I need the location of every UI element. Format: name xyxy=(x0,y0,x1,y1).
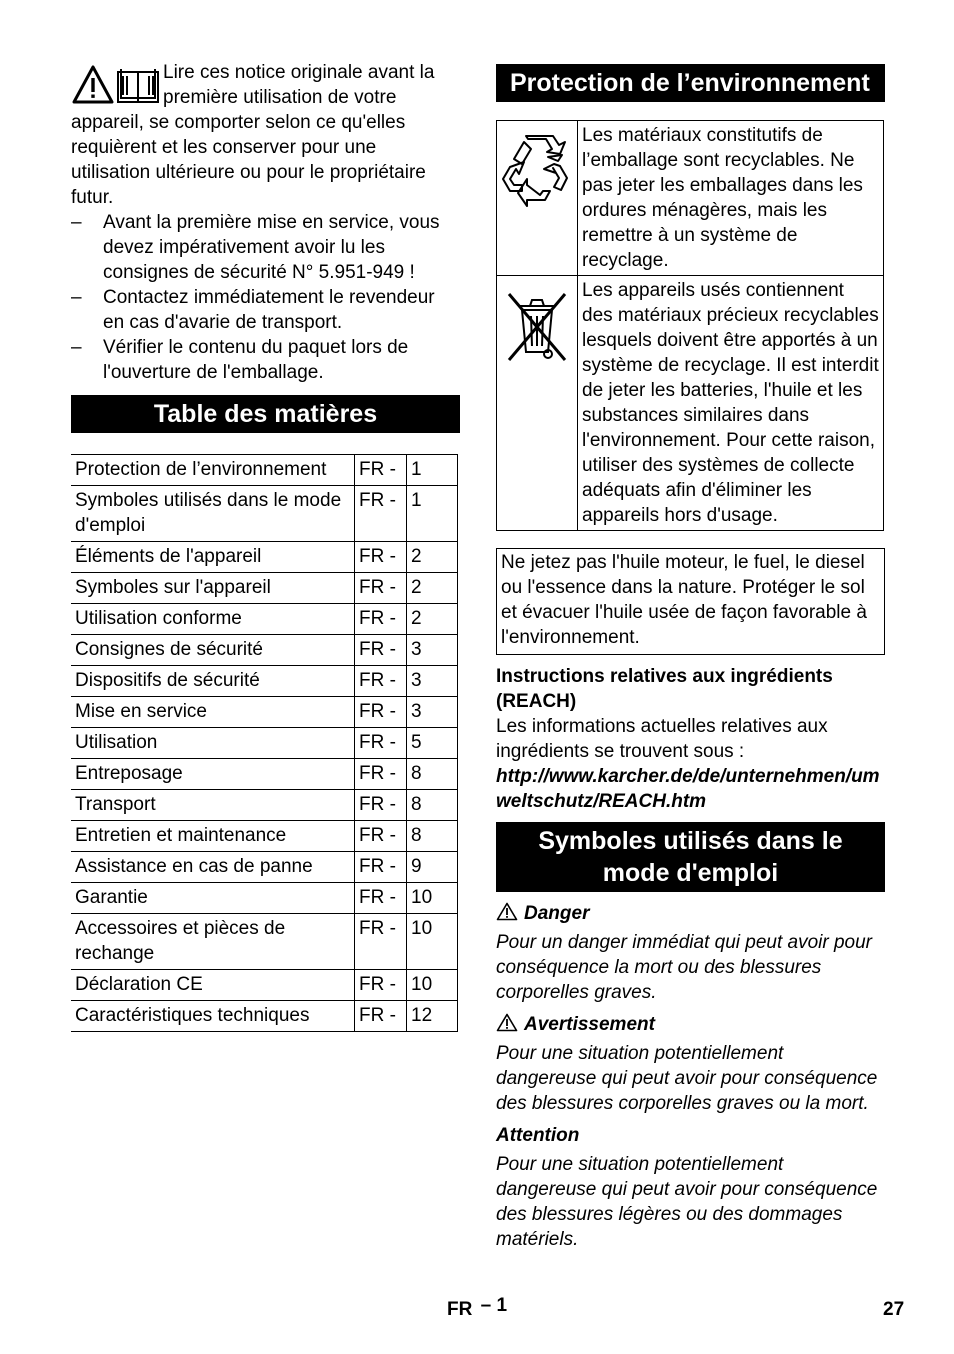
danger-text: Pour un danger immédiat qui peut avoir pour conséquence la mort ou des blessures corporelles graves. xyxy=(496,932,873,1003)
toc-entry-prefix: FR - xyxy=(355,790,407,821)
warning-text: Pour une situation potentiellement dangereuse qui peut avoir pour conséquence des blessures corporelles graves ou la mort. xyxy=(496,1043,878,1114)
table-row xyxy=(497,121,884,276)
attention-label: Attention xyxy=(496,1125,580,1146)
symbols-heading: Symboles utilisés dans le mode d'emploi xyxy=(496,822,885,892)
danger-label-row xyxy=(496,901,885,926)
toc-entry-prefix: FR - xyxy=(355,728,407,759)
toc-entry-prefix: FR - xyxy=(355,852,407,883)
intro-bullets xyxy=(71,210,460,385)
toc-entry-prefix: FR - xyxy=(355,635,407,666)
table-row xyxy=(71,759,458,790)
attention-text: Pour une situation potentiellement dangereuse qui peut avoir pour conséquence des blessures légères ou des dommages matériels. xyxy=(496,1154,878,1250)
toc-entry-title: Symboles sur l'appareil xyxy=(71,573,355,604)
footer-section xyxy=(447,1297,507,1322)
toc-entry-page: 8 xyxy=(407,821,458,852)
toc-entry-title: Garantie xyxy=(71,883,355,914)
toc-entry-page: 10 xyxy=(407,883,458,914)
toc-entry-prefix: FR - xyxy=(355,697,407,728)
footer-section-code: FR xyxy=(447,1299,473,1320)
toc-entry-title: Déclaration CE xyxy=(71,970,355,1001)
table-row xyxy=(71,542,458,573)
toc-entry-title: Entretien et maintenance xyxy=(71,821,355,852)
toc-entry-page: 10 xyxy=(407,914,458,970)
toc-entry-title: Accessoires et pièces de rechange xyxy=(71,914,355,970)
toc-entry-title: Utilisation conforme xyxy=(71,604,355,635)
toc-entry-prefix: FR - xyxy=(355,666,407,697)
toc-entry-page: 8 xyxy=(407,790,458,821)
toc-entry-prefix: FR - xyxy=(355,883,407,914)
footer-section-page: – 1 xyxy=(480,1295,508,1316)
toc-entry-title: Utilisation xyxy=(71,728,355,759)
toc-entry-prefix: FR - xyxy=(355,970,407,1001)
toc-entry-prefix: FR - xyxy=(355,759,407,790)
table-row xyxy=(71,604,458,635)
toc-entry-page: 9 xyxy=(407,852,458,883)
table-row xyxy=(71,852,458,883)
table-row xyxy=(71,728,458,759)
warning-triangle-icon xyxy=(74,67,112,102)
toc-entry-prefix: FR - xyxy=(355,542,407,573)
toc-entry-prefix: FR - xyxy=(355,604,407,635)
toc-entry-title: Consignes de sécurité xyxy=(71,635,355,666)
weee-text: Les appareils usés contiennent des matériaux précieux recyclables lesquels doivent être apportés à un système de recyclage. Il est interdit de jeter les batteries, l'huile et les substances similaires dans l'environnement. Pour cette raison, utiliser des systèmes de collecte adéquats afin d'éliminer les appareils hors d'usage. xyxy=(578,276,884,531)
toc-entry-title: Assistance en cas de panne xyxy=(71,852,355,883)
warning-triangle-icon xyxy=(496,902,518,921)
toc-entry-page: 2 xyxy=(407,604,458,635)
page-number: 27 xyxy=(883,1299,905,1320)
list-item: – Vérifier le contenu du paquet lors de l'ouverture de l'emballage. xyxy=(71,335,460,385)
toc-entry-page: 12 xyxy=(407,1001,458,1032)
toc-entry-title: Caractéristiques techniques xyxy=(71,1001,355,1032)
intro xyxy=(71,60,460,210)
toc-entry-page: 8 xyxy=(407,759,458,790)
toc-entry-prefix: FR - xyxy=(355,573,407,604)
manual-book-icon xyxy=(118,69,158,102)
recycle-icon-cell xyxy=(497,121,578,276)
reach-heading: Instructions relatives aux ingrédients (REACH) xyxy=(496,666,833,712)
toc-entry-title: Transport xyxy=(71,790,355,821)
table-row xyxy=(71,666,458,697)
toc-entry-prefix: FR - xyxy=(355,914,407,970)
table-row xyxy=(71,790,458,821)
toc-entry-title: Protection de l’environnement xyxy=(71,455,355,486)
toc-entry-title: Mise en service xyxy=(71,697,355,728)
list-item: – Contactez immédiatement le revendeur en cas d'avarie de transport. xyxy=(71,285,460,335)
toc-entry-page: 3 xyxy=(407,697,458,728)
intro-icons xyxy=(71,64,163,110)
toc-entry-prefix: FR - xyxy=(355,821,407,852)
warning-triangle-icon xyxy=(496,1013,518,1032)
toc-entry-page: 2 xyxy=(407,542,458,573)
table-row xyxy=(71,883,458,914)
toc-entry-prefix: FR - xyxy=(355,486,407,542)
reach-link[interactable]: http://www.karcher.de/de/unternehmen/umweltschutz/REACH.htm xyxy=(496,766,880,812)
table-row xyxy=(71,486,458,542)
warning-label-row xyxy=(496,1012,885,1037)
environment-heading: Protection de l’environnement xyxy=(496,64,885,102)
table-row xyxy=(71,821,458,852)
crossed-bin-icon xyxy=(504,288,570,364)
list-item: – Avant la première mise en service, vous devez impérativement avoir lu les consignes de sécurité N° 5.951-949 ! xyxy=(71,210,460,285)
toc-entry-title: Entreposage xyxy=(71,759,355,790)
toc-table xyxy=(71,454,458,1032)
table-row xyxy=(71,697,458,728)
toc-entry-prefix: FR - xyxy=(355,455,407,486)
oil-notice: Ne jetez pas l'huile moteur, le fuel, le diesel ou l'essence dans la nature. Protéger le sol et évacuer l'huile usée de façon favorable à l'environnement. xyxy=(496,548,885,655)
toc-entry-page: 1 xyxy=(407,455,458,486)
recycle-icon xyxy=(500,133,574,209)
table-row xyxy=(71,455,458,486)
table-row xyxy=(71,914,458,970)
toc-entry-page: 3 xyxy=(407,666,458,697)
warning-label: Avertissement xyxy=(524,1014,655,1035)
toc-entry-title: Dispositifs de sécurité xyxy=(71,666,355,697)
toc-entry-title: Éléments de l'appareil xyxy=(71,542,355,573)
table-row xyxy=(71,1001,458,1032)
toc-entry-page: 3 xyxy=(407,635,458,666)
table-row xyxy=(71,573,458,604)
intro-text: Lire ces notice originale avant la première utilisation de votre appareil, se comporter selon ce qu'elles requièrent et les conserver pour une utilisation ultérieure ou pour le propriétaire futur. xyxy=(71,62,435,208)
danger-label: Danger xyxy=(524,903,590,924)
environment-table xyxy=(496,120,884,531)
toc-entry-title: Symboles utilisés dans le mode d'emploi xyxy=(71,486,355,542)
table-row xyxy=(71,635,458,666)
right-column xyxy=(496,64,885,1252)
toc-heading: Table des matières xyxy=(71,395,460,433)
toc-entry-page: 1 xyxy=(407,486,458,542)
table-row xyxy=(71,970,458,1001)
toc-entry-page: 2 xyxy=(407,573,458,604)
toc-entry-page: 5 xyxy=(407,728,458,759)
recycle-text: Les matériaux constitutifs de l’emballage sont recyclables. Ne pas jeter les emballages dans les ordures ménagères, mais les remettre à un système de recyclage. xyxy=(578,121,884,276)
reach-text: Les informations actuelles relatives aux ingrédients se trouvent sous : xyxy=(496,716,828,762)
toc-entry-prefix: FR - xyxy=(355,1001,407,1032)
left-column xyxy=(71,60,460,1032)
weee-icon-cell xyxy=(497,276,578,531)
toc-entry-page: 10 xyxy=(407,970,458,1001)
table-row xyxy=(497,276,884,531)
